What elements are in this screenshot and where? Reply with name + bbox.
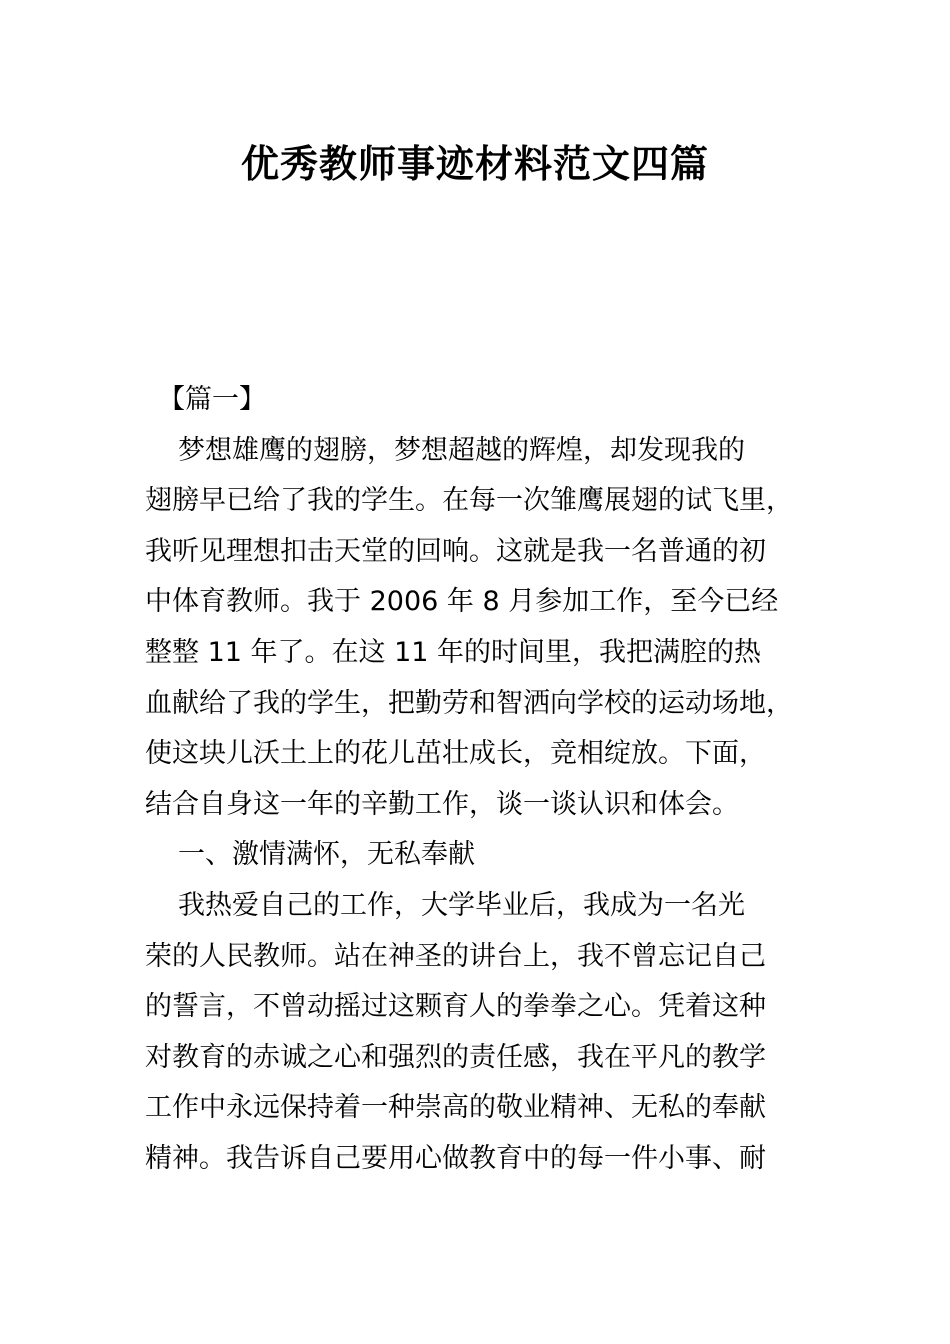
section-marker: 【篇一】: [158, 384, 266, 415]
paragraph-line: 梦想雄鹰的翅膀，梦想超越的辉煌，却发现我的: [178, 434, 745, 466]
paragraph-line: 整整 11 年了。在这 11 年的时间里，我把满腔的热: [145, 636, 762, 668]
paragraph-line: 对教育的赤诚之心和强烈的责任感，我在平凡的教学: [145, 1041, 766, 1073]
document-title: 优秀教师事迹材料范文四篇: [240, 142, 709, 186]
paragraph-line: 我听见理想扣击天堂的回响。这就是我一名普通的初: [145, 535, 766, 567]
paragraph-line: 使这块儿沃土上的花儿茁壮成长，竞相绽放。下面，: [145, 738, 766, 770]
paragraph-line: 血献给了我的学生，把勤劳和智洒向学校的运动场地，: [145, 687, 793, 719]
paragraph-line: 我热爱自己的工作，大学毕业后，我成为一名光: [178, 889, 745, 921]
paragraph-line: 工作中永远保持着一种崇高的敬业精神、无私的奉献: [145, 1092, 766, 1124]
paragraph-line: 的誓言，不曾动摇过这颗育人的拳拳之心。凭着这种: [145, 991, 766, 1023]
paragraph-line: 精神。我告诉自己要用心做教育中的每一件小事、耐: [145, 1142, 766, 1174]
paragraph-line: 结合自身这一年的辛勤工作，谈一谈认识和体会。: [145, 788, 739, 820]
paragraph-line: 中体育教师。我于 2006 年 8 月参加工作，至今已经: [145, 586, 779, 618]
paragraph-line: 荣的人民教师。站在神圣的讲台上，我不曾忘记自己: [145, 940, 766, 972]
paragraph-line: 翅膀早已给了我的学生。在每一次雏鹰展翅的试飞里，: [145, 485, 793, 517]
section-heading: 一、激情满怀，无私奉献: [178, 839, 475, 871]
document-body: [145, 375, 825, 1185]
